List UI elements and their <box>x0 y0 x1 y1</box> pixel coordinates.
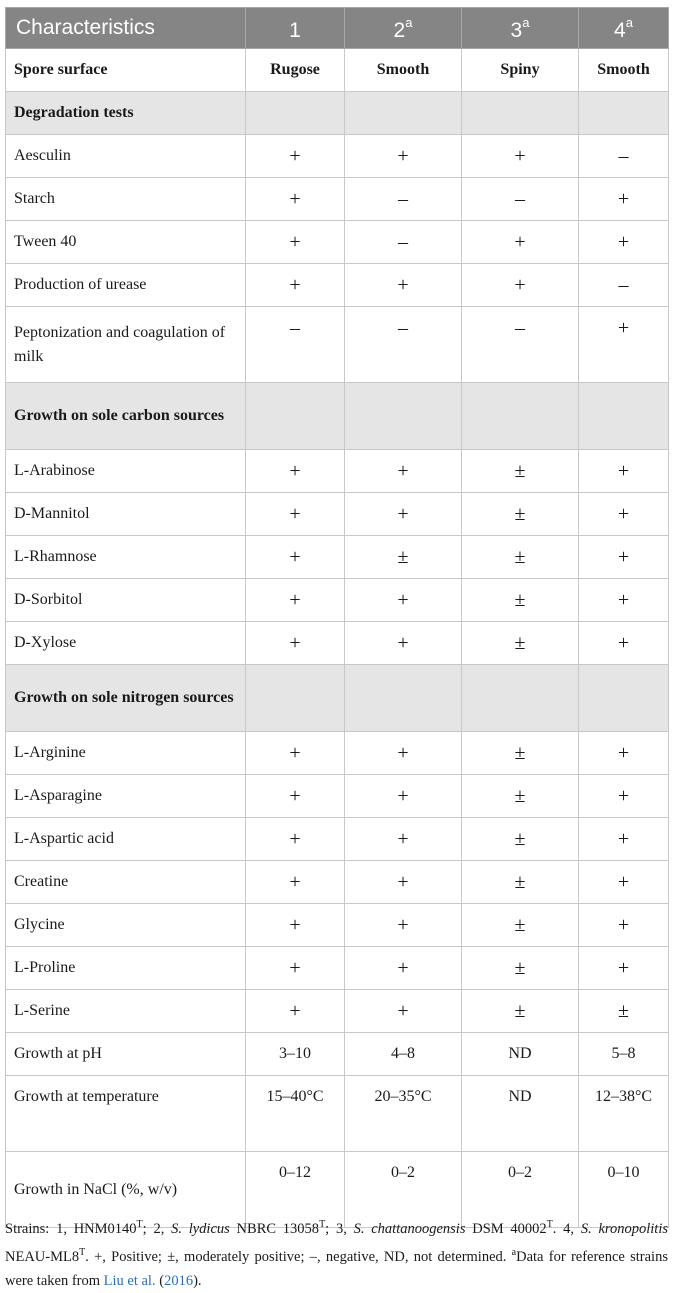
cell-value: + <box>246 818 345 861</box>
table-row <box>6 947 669 990</box>
table-row <box>6 178 669 221</box>
cell-value: ± <box>462 947 579 990</box>
cell-value: + <box>345 861 462 904</box>
row-label: Starch <box>6 178 246 221</box>
cell-value: 3–10 <box>246 1033 345 1076</box>
cell-value: 15–40°C <box>246 1076 345 1152</box>
cell-value: + <box>579 450 669 493</box>
table-row <box>6 493 669 536</box>
cell-value: 0–10 <box>579 1152 669 1228</box>
cell-value: + <box>579 307 669 383</box>
row-label: L-Asparagine <box>6 775 246 818</box>
cell-value: + <box>579 493 669 536</box>
cell-value: + <box>462 135 579 178</box>
row-label: D-Xylose <box>6 622 246 665</box>
table-row <box>6 904 669 947</box>
cell-value: – <box>462 307 579 383</box>
cell-value: + <box>579 732 669 775</box>
cell-value: ND <box>462 1033 579 1076</box>
cell-value: – <box>246 307 345 383</box>
cell-value: ± <box>462 990 579 1033</box>
cell-value: + <box>246 622 345 665</box>
header-strain-2: 2$^a$ <box>345 8 462 49</box>
table-row <box>6 221 669 264</box>
cell-value: + <box>579 775 669 818</box>
cell-value: 0–2 <box>345 1152 462 1228</box>
table-container <box>5 7 668 1228</box>
table-row <box>6 861 669 904</box>
row-label: Tween 40 <box>6 221 246 264</box>
row-label: Glycine <box>6 904 246 947</box>
table-row <box>6 536 669 579</box>
cell-value: – <box>345 307 462 383</box>
cell-value: + <box>579 536 669 579</box>
spore-surface-row <box>6 49 669 92</box>
table-row <box>6 135 669 178</box>
row-label: L-Serine <box>6 990 246 1033</box>
cell-value: ± <box>462 450 579 493</box>
reference-link-authors[interactable]: Liu et al. <box>103 1272 156 1289</box>
cell-value: + <box>246 493 345 536</box>
table-row <box>6 307 669 383</box>
cell-value: + <box>246 947 345 990</box>
section-header-carbon <box>6 383 669 450</box>
table-footnote: Strains: 1, $HNM0140^T$; 2, S. lydicus NBRC $13058^T$; 3, S. chattanoogensis DSM $40002^T$. 4, S. kronopolitis NEAU-$ML8^T$. +, Positive; ±, moderately positive; –, negative, ND, not determined. $^a$Data for reference strains were taken from Liu et al. (2016). <box>5 1219 669 1289</box>
cell-value: ± <box>462 536 579 579</box>
cell-value: + <box>345 135 462 178</box>
cell-value: + <box>246 904 345 947</box>
characteristics-table <box>5 7 669 1228</box>
cell-value: + <box>345 493 462 536</box>
table-row <box>6 775 669 818</box>
cell-value: + <box>579 818 669 861</box>
table-row-ph <box>6 1033 669 1076</box>
cell-value: + <box>579 622 669 665</box>
section-title: Growth on sole nitrogen sources <box>6 665 246 732</box>
cell-value: ± <box>462 775 579 818</box>
row-label: Creatine <box>6 861 246 904</box>
spore-surface-value: Rugose <box>246 49 345 92</box>
cell-value: ± <box>462 579 579 622</box>
row-label: L-Arabinose <box>6 450 246 493</box>
header-characteristics: Characteristics <box>6 8 246 49</box>
cell-value: + <box>345 775 462 818</box>
section-header-nitrogen <box>6 665 669 732</box>
reference-link-year[interactable]: 2016 <box>164 1272 194 1289</box>
cell-value: + <box>579 579 669 622</box>
cell-value: 0–12 <box>246 1152 345 1228</box>
header-strain-4: 4$^a$ <box>579 8 669 49</box>
table-row <box>6 990 669 1033</box>
cell-value: + <box>345 450 462 493</box>
cell-value: ND <box>462 1076 579 1152</box>
cell-value: + <box>345 904 462 947</box>
cell-value: + <box>462 221 579 264</box>
table-row <box>6 732 669 775</box>
cell-value: + <box>345 264 462 307</box>
cell-value: – <box>345 221 462 264</box>
table-row-temperature <box>6 1076 669 1152</box>
section-header-degradation <box>6 92 669 135</box>
cell-value: + <box>579 947 669 990</box>
table-row <box>6 450 669 493</box>
table-row <box>6 264 669 307</box>
table-row <box>6 622 669 665</box>
cell-value: + <box>246 178 345 221</box>
header-strain-3: 3$^a$ <box>462 8 579 49</box>
row-label: L-Aspartic acid <box>6 818 246 861</box>
row-label: D-Mannitol <box>6 493 246 536</box>
table-header-row <box>6 8 669 49</box>
cell-value: 0–2 <box>462 1152 579 1228</box>
table-row <box>6 579 669 622</box>
cell-value: + <box>345 579 462 622</box>
cell-value: 20–35°C <box>345 1076 462 1152</box>
section-title: Degradation tests <box>6 92 246 135</box>
cell-value: ± <box>462 622 579 665</box>
row-label: Aesculin <box>6 135 246 178</box>
row-label: Growth in NaCl (%, w/v) <box>6 1152 246 1228</box>
cell-value: – <box>579 264 669 307</box>
row-label: Production of urease <box>6 264 246 307</box>
row-label: L-Arginine <box>6 732 246 775</box>
cell-value: + <box>579 861 669 904</box>
cell-value: + <box>246 732 345 775</box>
cell-value: – <box>345 178 462 221</box>
cell-value: + <box>579 904 669 947</box>
spore-surface-value: Spiny <box>462 49 579 92</box>
cell-value: + <box>246 221 345 264</box>
cell-value: – <box>579 135 669 178</box>
section-title: Growth on sole carbon sources <box>6 383 246 450</box>
cell-value: + <box>246 579 345 622</box>
cell-value: – <box>462 178 579 221</box>
cell-value: ± <box>462 861 579 904</box>
cell-value: + <box>246 775 345 818</box>
row-label: L-Proline <box>6 947 246 990</box>
cell-value: + <box>345 732 462 775</box>
cell-value: + <box>345 990 462 1033</box>
cell-value: ± <box>579 990 669 1033</box>
cell-value: + <box>345 818 462 861</box>
row-label: Growth at pH <box>6 1033 246 1076</box>
spore-surface-value: Smooth <box>345 49 462 92</box>
table-row <box>6 818 669 861</box>
spore-surface-label: Spore surface <box>6 49 246 92</box>
cell-value: + <box>246 536 345 579</box>
cell-value: + <box>246 861 345 904</box>
cell-value: + <box>246 264 345 307</box>
cell-value: ± <box>462 493 579 536</box>
cell-value: ± <box>462 818 579 861</box>
cell-value: 4–8 <box>345 1033 462 1076</box>
cell-value: 12–38°C <box>579 1076 669 1152</box>
cell-value: + <box>462 264 579 307</box>
cell-value: + <box>246 135 345 178</box>
cell-value: 5–8 <box>579 1033 669 1076</box>
cell-value: + <box>579 221 669 264</box>
cell-value: ± <box>462 904 579 947</box>
row-label: D-Sorbitol <box>6 579 246 622</box>
cell-value: ± <box>345 536 462 579</box>
row-label: Growth at temperature <box>6 1076 246 1152</box>
spore-surface-value: Smooth <box>579 49 669 92</box>
header-strain-1: 1 <box>246 8 345 49</box>
cell-value: + <box>579 178 669 221</box>
cell-value: + <box>345 622 462 665</box>
cell-value: + <box>246 450 345 493</box>
cell-value: + <box>246 990 345 1033</box>
cell-value: + <box>345 947 462 990</box>
cell-value: ± <box>462 732 579 775</box>
row-label: L-Rhamnose <box>6 536 246 579</box>
row-label: Peptonization and coagulation of milk <box>6 307 246 383</box>
